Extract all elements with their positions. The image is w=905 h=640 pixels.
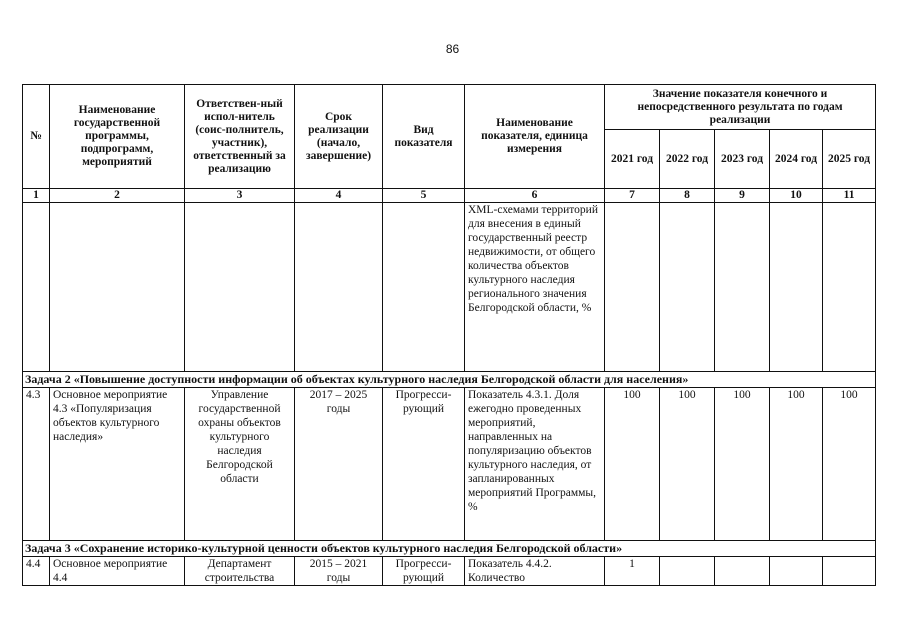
page-number: 86 bbox=[445, 42, 460, 56]
header-year: 2025 год bbox=[823, 130, 876, 189]
row-value bbox=[660, 557, 715, 586]
header-number: № bbox=[23, 85, 50, 189]
row-number: 4.4 bbox=[23, 557, 50, 586]
row-program: Основное мероприятие 4.3 «Популяризация объектов культурного наследия» bbox=[50, 388, 185, 541]
row-responsible: Управление государственной охраны объектов культурного наследия Белгородской области bbox=[185, 388, 295, 541]
header-indicator-type: Вид показателя bbox=[383, 85, 465, 189]
column-number: 2 bbox=[50, 189, 185, 203]
row-value bbox=[715, 557, 770, 586]
row-indicator-name: Показатель 4.3.1. Доля ежегодно проведенных мероприятий, направленных на популяризацию объектов культурного наследия, от запланированных мероприятий Программы, % bbox=[465, 388, 605, 541]
row-indicator-name: Показатель 4.4.2. Количество bbox=[465, 557, 605, 586]
row-program: Основное мероприятие 4.4 bbox=[50, 557, 185, 586]
row-responsible: Департамент строительства bbox=[185, 557, 295, 586]
column-number: 7 bbox=[605, 189, 660, 203]
header-responsible: Ответствен-ный испол-нитель (соис-полнитель, участник), ответственный за реализацию bbox=[185, 85, 295, 189]
table-row bbox=[23, 557, 876, 586]
header-values-group: Значение показателя конечного и непосредственного результата по годам реализации bbox=[605, 85, 876, 130]
column-number: 8 bbox=[660, 189, 715, 203]
row-value: 100 bbox=[823, 388, 876, 541]
header-program: Наименование государственной программы, подпрограмм, мероприятий bbox=[50, 85, 185, 189]
table-row bbox=[23, 388, 876, 541]
header-year: 2023 год bbox=[715, 130, 770, 189]
column-number: 4 bbox=[295, 189, 383, 203]
row-value bbox=[823, 557, 876, 586]
row-period: 2017 – 2025 годы bbox=[295, 388, 383, 541]
column-number: 9 bbox=[715, 189, 770, 203]
continuation-row bbox=[23, 203, 876, 372]
column-number: 10 bbox=[770, 189, 823, 203]
column-number: 1 bbox=[23, 189, 50, 203]
row-value: 100 bbox=[605, 388, 660, 541]
header-indicator-name: Наименование показателя, единица измерения bbox=[465, 85, 605, 189]
header-year: 2024 год bbox=[770, 130, 823, 189]
row-value bbox=[770, 557, 823, 586]
row-value: 100 bbox=[715, 388, 770, 541]
row-indicator-type: Прогресси-рующий bbox=[383, 557, 465, 586]
row-indicator-type: Прогресси-рующий bbox=[383, 388, 465, 541]
column-number: 6 bbox=[465, 189, 605, 203]
row-value: 1 bbox=[605, 557, 660, 586]
header-year: 2022 год bbox=[660, 130, 715, 189]
row-value: 100 bbox=[770, 388, 823, 541]
task-2-heading: Задача 2 «Повышение доступности информации об объектах культурного наследия Белгородской области для населения» bbox=[23, 372, 876, 388]
column-number: 3 bbox=[185, 189, 295, 203]
row-number: 4.3 bbox=[23, 388, 50, 541]
header-period: Срок реализации (начало, завершение) bbox=[295, 85, 383, 189]
row-value: 100 bbox=[660, 388, 715, 541]
task-3-heading: Задача 3 «Сохранение историко-культурной ценности объектов культурного наследия Белгородской области» bbox=[23, 541, 876, 557]
column-number: 5 bbox=[383, 189, 465, 203]
continuation-indicator-text: XML-схемами территорий для внесения в единый государственный реестр недвижимости, от общего количества объектов культурного наследия регионального значения Белгородской области, % bbox=[465, 203, 605, 372]
header-year: 2021 год bbox=[605, 130, 660, 189]
column-number: 11 bbox=[823, 189, 876, 203]
row-period: 2015 – 2021 годы bbox=[295, 557, 383, 586]
program-table bbox=[22, 84, 876, 586]
